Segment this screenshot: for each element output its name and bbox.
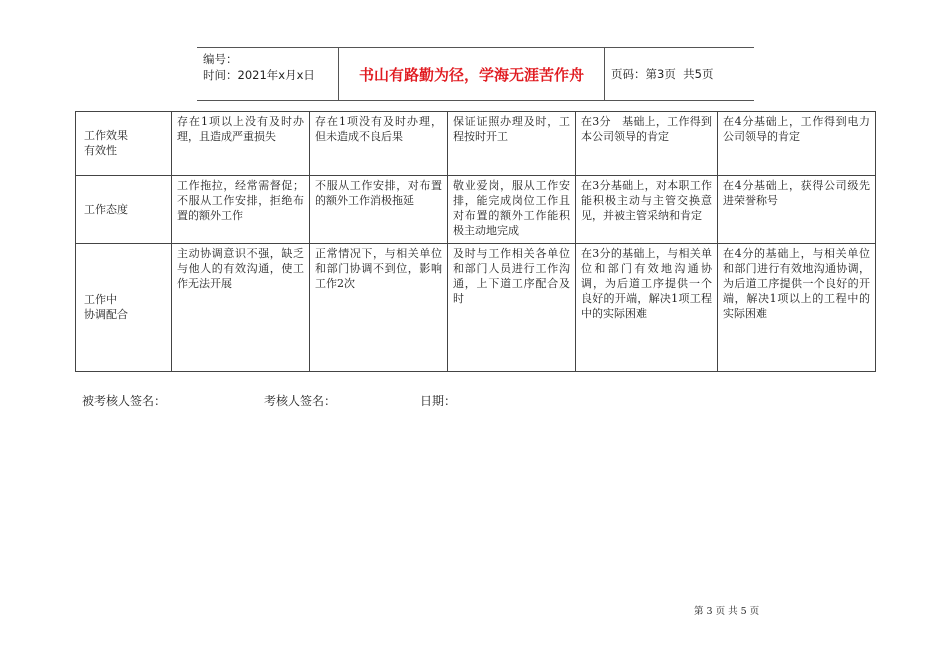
evaluation-table — [75, 111, 876, 372]
table-cell: 正常情况下，与相关单位和部门协调不到位，影响工作2次 — [310, 244, 448, 372]
header-number-label: 编号： — [203, 52, 238, 66]
table-cell: 保证证照办理及时，工程按时开工 — [448, 112, 576, 176]
examinee-signature-label: 被考核人签名： — [82, 394, 167, 408]
table-cell: 在4分的基础上，与相关单位和部门进行有效地沟通协调，为后道工序提供一个良好的开端，解决1项以上的工程中的实际困难 — [718, 244, 876, 372]
table-cell: 在3分基础上，对本职工作能积极主动与主管交换意见，并被主管采纳和肯定 — [576, 176, 718, 244]
header-page — [605, 48, 754, 100]
table-cell: 在4分基础上，获得公司级先进荣誉称号 — [718, 176, 876, 244]
row-label: 工作态度 — [76, 176, 172, 244]
date-label: 日期： — [420, 394, 457, 408]
table-cell: 在3分的基础上，与相关单位和部门有效地沟通协调，为后道工序提供一个良好的开端，解决1项工程中的实际困难 — [576, 244, 718, 372]
table-cell: 敬业爱岗，服从工作安排，能完成岗位工作且对布置的额外工作能积极主动地完成 — [448, 176, 576, 244]
examiner-signature-label: 考核人签名： — [264, 394, 337, 408]
table-cell: 在3分 基础上，工作得到本公司领导的肯定 — [576, 112, 718, 176]
header-meta — [197, 48, 339, 100]
row-label: 工作中 协调配合 — [76, 244, 172, 372]
table-cell: 及时与工作相关各单位和部门人员进行工作沟通，上下道工序配合及时 — [448, 244, 576, 372]
table-cell: 工作拖拉，经常需督促；不服从工作安排，拒绝布置的额外工作 — [172, 176, 310, 244]
header-motto: 书山有路勤为径，学海无涯苦作舟 — [339, 48, 605, 100]
page-footer: 第 3 页 共 5 页 — [694, 606, 760, 617]
table-cell: 在4分基础上，工作得到电力公司领导的肯定 — [718, 112, 876, 176]
table-cell: 存在1项没有及时办理，但未造成不良后果 — [310, 112, 448, 176]
table-row — [76, 112, 876, 176]
table-cell: 主动协调意识不强，缺乏与他人的有效沟通，使工作无法开展 — [172, 244, 310, 372]
table-cell: 存在1项以上没有及时办理，且造成严重损失 — [172, 112, 310, 176]
table-row — [76, 244, 876, 372]
row-label: 工作效果 有效性 — [76, 112, 172, 176]
header-time-label: 时间：2021年x月x日 — [203, 68, 315, 82]
table-row — [76, 176, 876, 244]
header-page-label: 页码：第3页 共5页 — [611, 67, 714, 81]
page-header — [197, 47, 754, 101]
table-cell: 不服从工作安排，对布置的额外工作消极拖延 — [310, 176, 448, 244]
